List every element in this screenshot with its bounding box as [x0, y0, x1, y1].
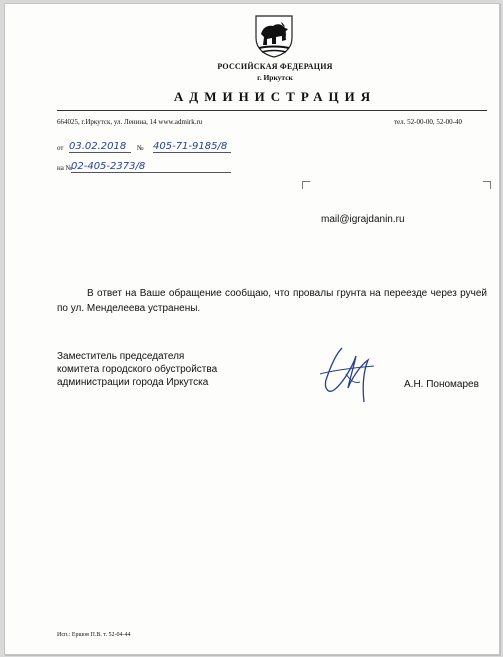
handwritten-signature-icon — [312, 344, 380, 406]
header-divider — [57, 110, 487, 111]
phone-line: тел. 52-00-00, 52-00-40 — [394, 118, 462, 126]
signatory-name: А.Н. Пономарев — [404, 379, 479, 390]
country-name: РОССИЙСКАЯ ФЕДЕРАЦИЯ — [217, 62, 333, 71]
address-corner-mark-left — [302, 181, 310, 189]
letter-body: В ответ на Ваше обращение сообщаю, что провалы грунта на переезде через ручей по ул. Менделеева устранены. — [57, 288, 487, 314]
signatory-title-line: Заместитель председателя — [57, 351, 185, 362]
address-line: 664025, г.Иркутск, ул. Ленина, 14 www.admirk.ru — [57, 118, 203, 126]
signatory-title — [57, 350, 277, 389]
incoming-label: на № — [57, 164, 73, 172]
executor-note: Исп.: Ершов П.В. т. 52-04-44 — [57, 632, 131, 638]
letter-page — [4, 3, 500, 655]
recipient-email: mail@igrajdanin.ru — [321, 214, 405, 225]
city-name: г. Иркутск — [257, 73, 293, 82]
organization-title: АДМИНИСТРАЦИЯ — [173, 89, 377, 104]
address-corner-mark-right — [483, 181, 491, 189]
irkutsk-coat-of-arms-icon — [253, 14, 295, 58]
handwritten-outgoing-number: 405-71-9185/8 — [153, 141, 231, 153]
from-label: от — [57, 144, 64, 152]
number-label: № — [137, 144, 144, 152]
handwritten-date: 03.02.2018 — [69, 141, 131, 153]
date-label — [57, 144, 63, 152]
handwritten-incoming-number: 02-405-2373/8 — [71, 161, 231, 173]
signatory-title-line: администрации города Иркутска — [57, 377, 209, 388]
signatory-title-line: комитета городского обустройства — [57, 364, 218, 375]
